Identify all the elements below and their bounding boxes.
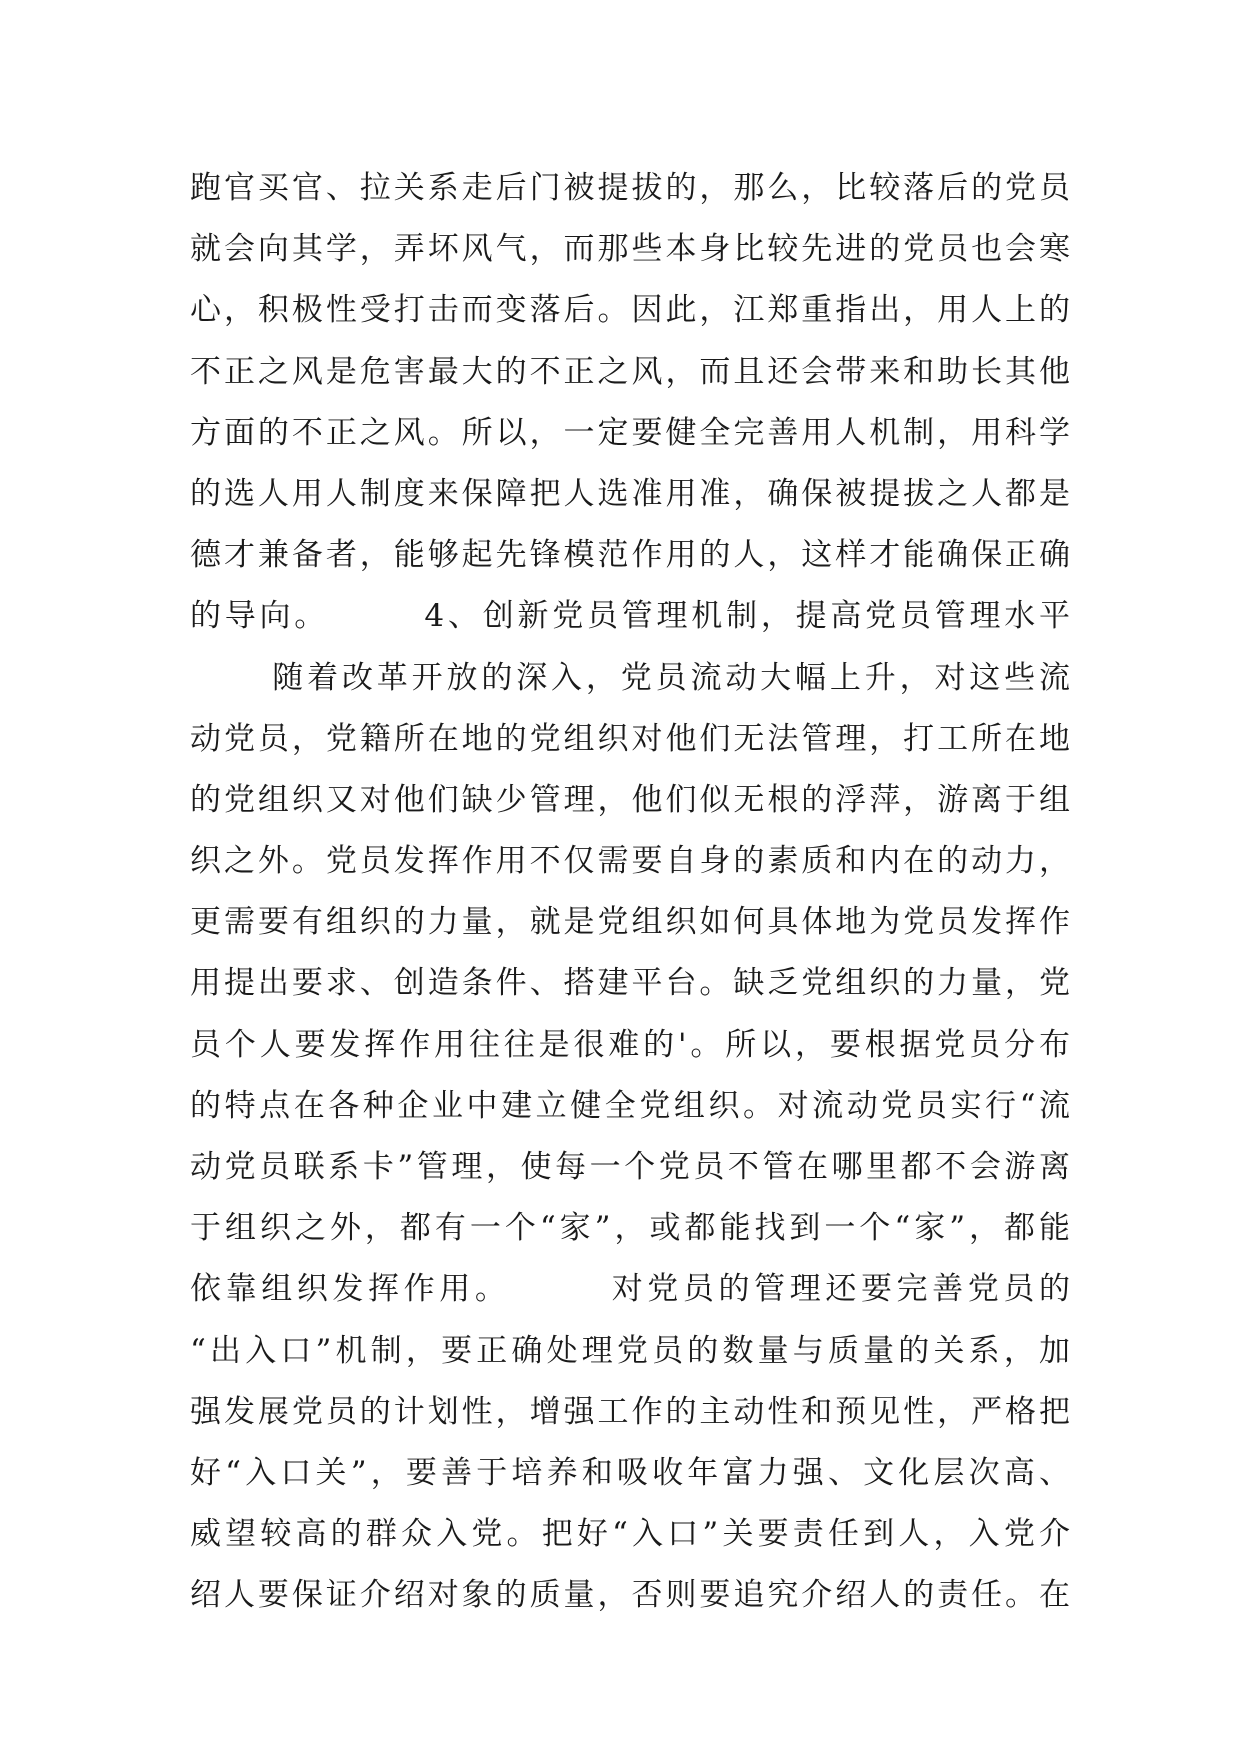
text-line: 用提出要求、创造条件、搭建平台。缺乏党组织的力量，党 [190, 965, 1070, 1002]
text-line: 跑官买官、拉关系走后门被提拔的，那么，比较落后的党员 [190, 170, 1070, 206]
text-line: 强发展党员的计划性，增强工作的主动性和预见性，严格把 [190, 1393, 1070, 1430]
text-line: 的特点在各种企业中建立健全党组织。对流动党员实行“流 [190, 1087, 1070, 1124]
text-line: 不正之风是危害最大的不正之风，而且还会带来和助长其他 [190, 353, 1070, 390]
text-line: 动党员联系卡”管理，使每一个党员不管在哪里都不会游离 [190, 1149, 1070, 1185]
text-line: 德才兼备者，能够起先锋模范作用的人，这样才能确保正确 [190, 537, 1070, 574]
text-line: 依靠组织发挥作用。 对党员的管理还要完善党员的 [190, 1271, 1070, 1308]
text-line: 织之外。党员发挥作用不仅需要自身的素质和内在的动力， [190, 843, 1070, 880]
body-text [190, 158, 1070, 1627]
text-line: 绍人要保证介绍对象的质量，否则要追究介绍人的责任。在 [190, 1577, 1070, 1614]
text-line: 更需要有组织的力量，就是党组织如何具体地为党员发挥作 [190, 904, 1070, 941]
text-line: “出入口”机制，要正确处理党员的数量与质量的关系，加 [190, 1332, 1070, 1369]
text-line: 心，积极性受打击而变落后。因此，江郑重指出，用人上的 [190, 292, 1070, 329]
text-line: 的选人用人制度来保障把人选准用准，确保被提拔之人都是 [190, 475, 1070, 512]
text-line: 员个人要发挥作用往往是很难的'。所以，要根据党员分布 [190, 1026, 1070, 1063]
text-line: 就会向其学，弄坏风气，而那些本身比较先进的党员也会寒 [190, 231, 1070, 268]
text-line: 好“入口关”，要善于培养和吸收年富力强、文化层次高、 [190, 1454, 1070, 1491]
text-line: 随着改革开放的深入，党员流动大幅上升，对这些流 [190, 659, 1070, 696]
text-line: 的党组织又对他们缺少管理，他们似无根的浮萍，游离于组 [190, 781, 1070, 818]
text-line: 动党员，党籍所在地的党组织对他们无法管理，打工所在地 [190, 720, 1070, 757]
text-line: 方面的不正之风。所以，一定要健全完善用人机制，用科学 [190, 414, 1070, 451]
text-line: 威望较高的群众入党。把好“入口”关要责任到人，入党介 [190, 1516, 1070, 1553]
text-line: 的导向。 4、创新党员管理机制，提高党员管理水平 [190, 598, 1070, 635]
text-line: 于组织之外，都有一个“家”，或都能找到一个“家”，都能 [190, 1210, 1070, 1247]
